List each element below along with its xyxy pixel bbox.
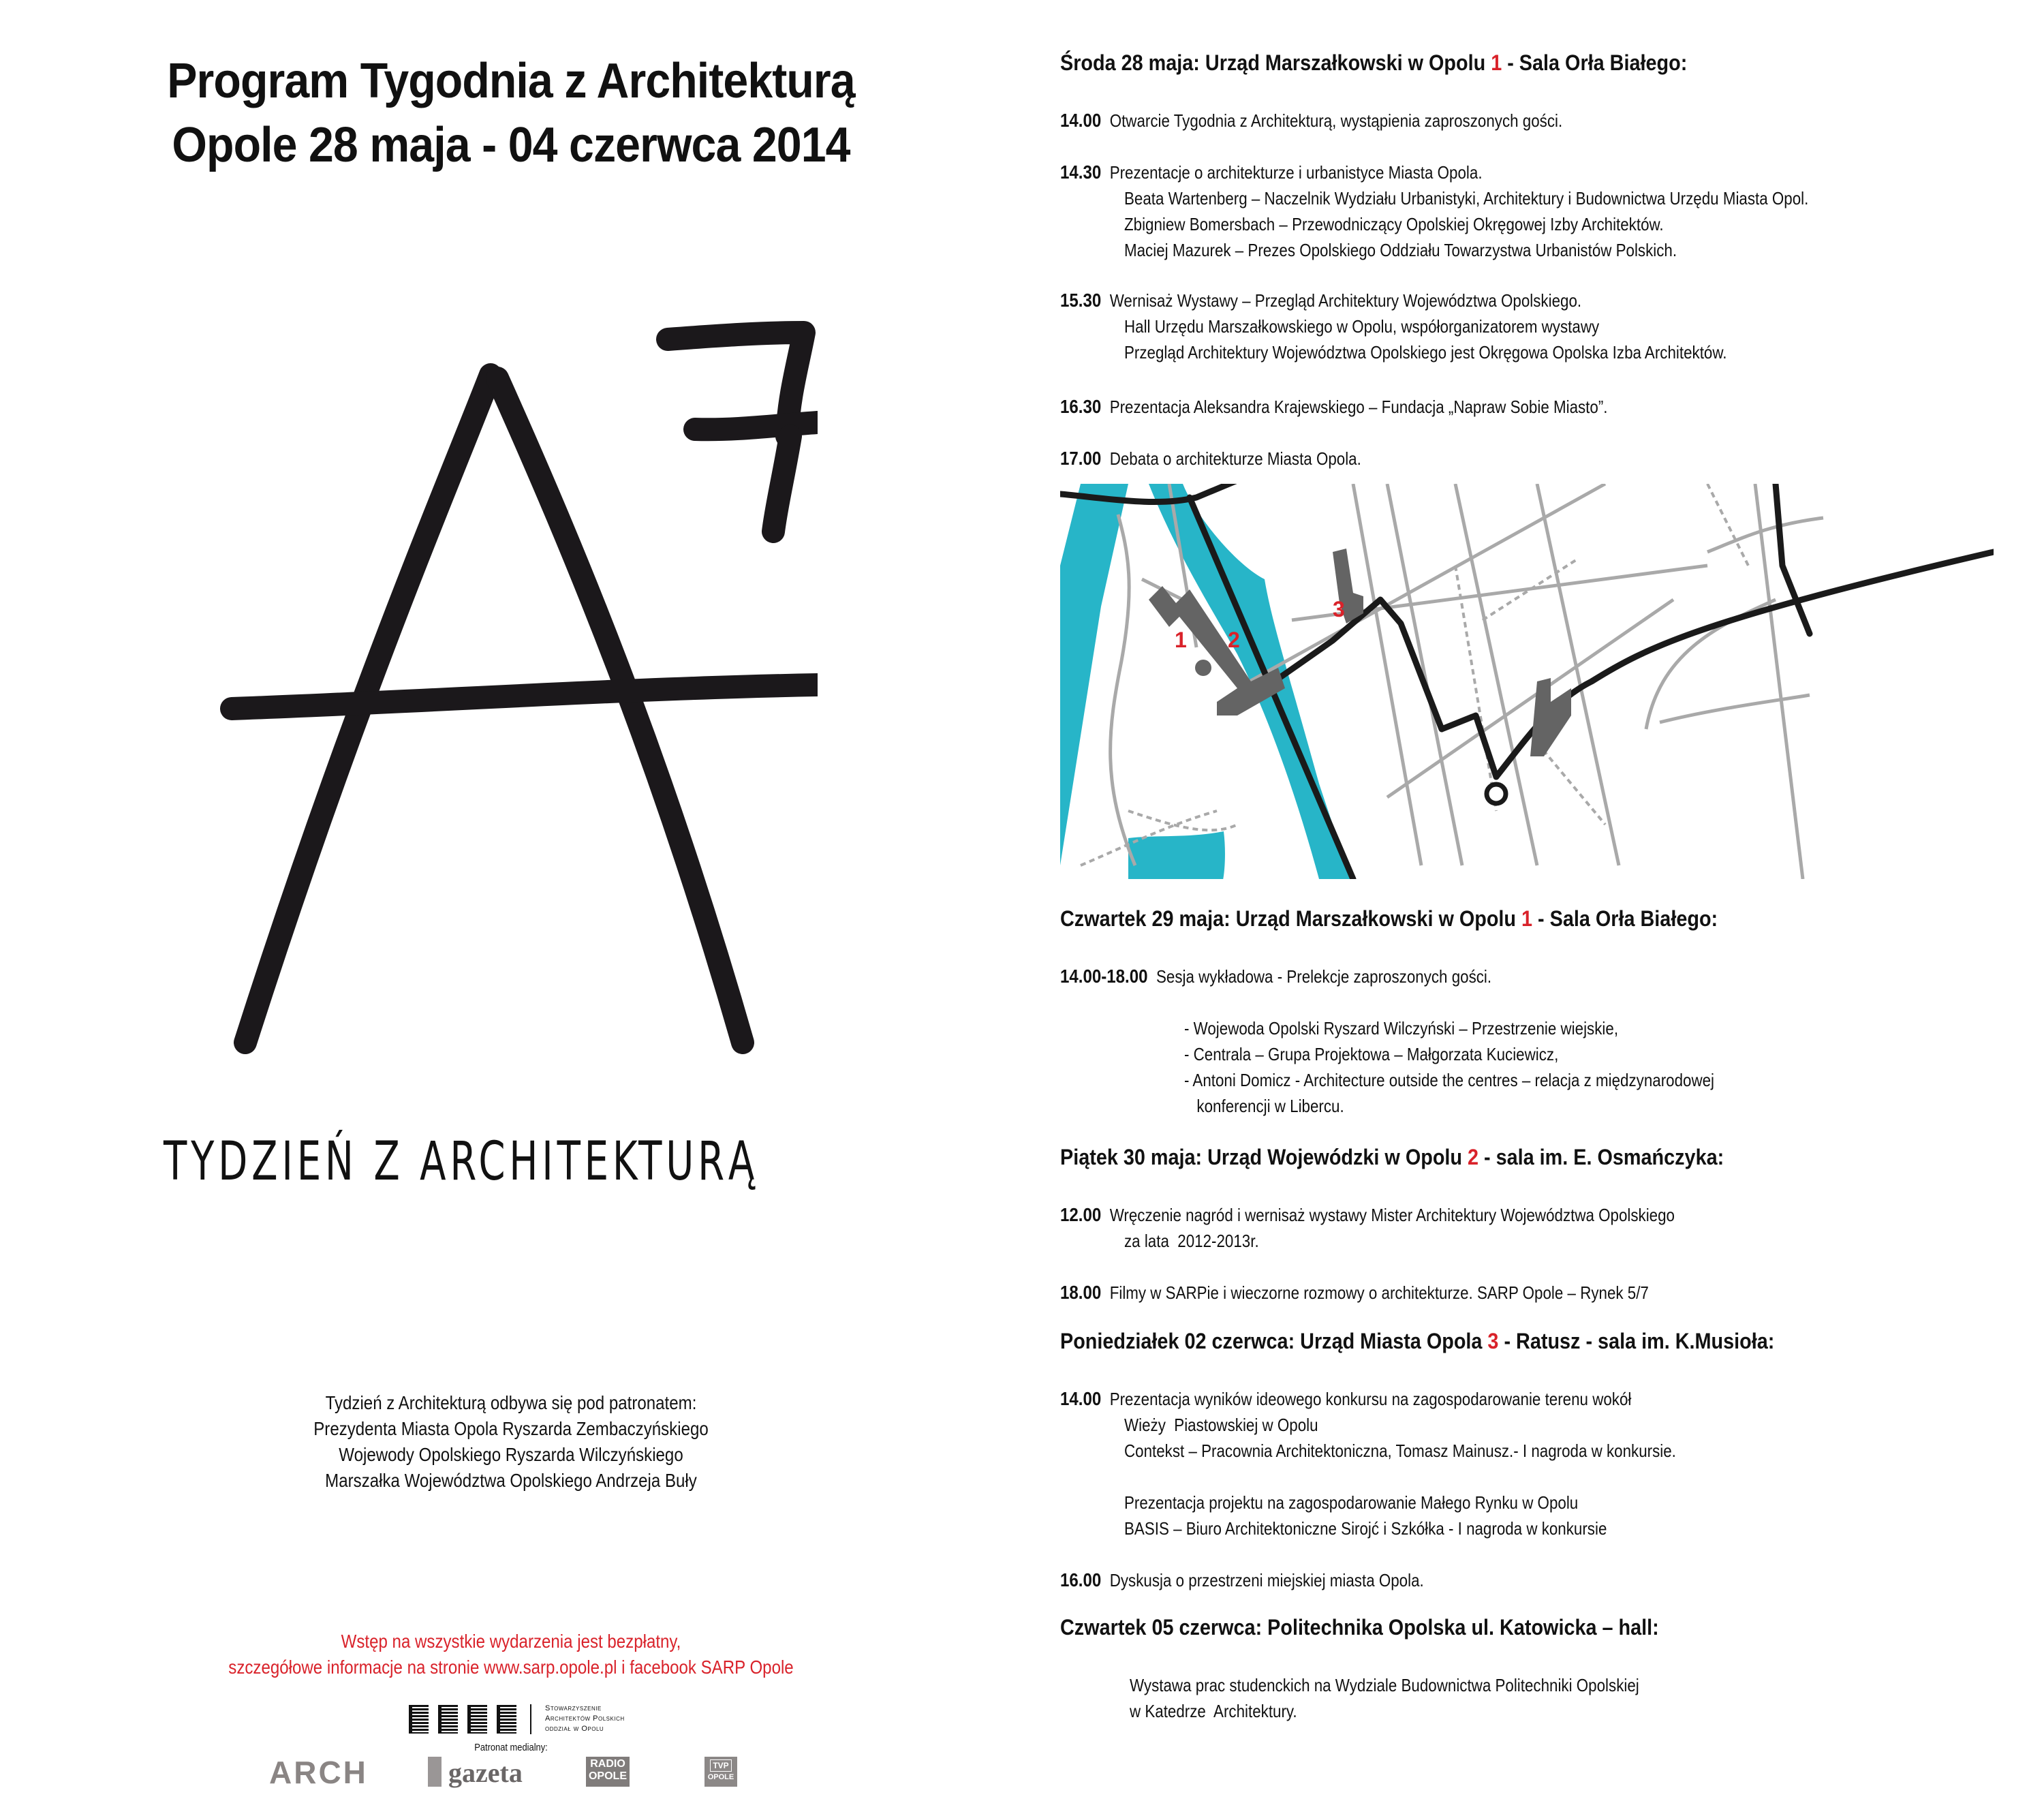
event-time: 16.00: [1060, 1569, 1102, 1590]
event-row: [1060, 288, 1581, 313]
event-row: [1060, 108, 1562, 134]
event-desc: BASIS – Biuro Architektoniczne Sirojć i Szkółka - I nagroda w konkursie: [1124, 1518, 1607, 1539]
sarp-line: Architektów Polskich: [545, 1714, 625, 1723]
poster-title: [41, 49, 981, 177]
event-time: 14.00-18.00: [1060, 966, 1148, 987]
venue-number: 1: [1491, 50, 1502, 75]
gazeta-text: gazeta: [448, 1757, 523, 1788]
tvp-mark: TVP: [710, 1759, 731, 1772]
patronage-line: Marszałka Województwa Opolskiego Andrzeja Buły: [325, 1470, 697, 1491]
event-desc: Wieży Piastowskiej w Opolu: [1124, 1415, 1318, 1435]
event-subtitle: TYDZIEŃ Z ARCHITEKTURĄ: [164, 1131, 759, 1192]
event-desc: Prezentacja wyników ideowego konkursu na zagospodarowanie terenu wokół: [1109, 1389, 1632, 1409]
event-row: [1060, 446, 1361, 472]
building-dot: [1195, 660, 1211, 676]
event-desc: Wręczenie nagród i wernisaż wystawy Mister Architektury Województwa Opolskiego: [1109, 1205, 1675, 1225]
event-time: 15.30: [1060, 290, 1102, 311]
sarp-bar-icon: [467, 1705, 487, 1734]
speaker-line: - Antoni Domicz - Architecture outside the centres – relacja z międzynarodowej: [1184, 1070, 1715, 1090]
patronage-line: Prezydenta Miasta Opola Ryszarda Zembaczyńskiego: [313, 1418, 709, 1439]
gazeta-wyborcza-logo: [428, 1757, 523, 1787]
venue-number: 2: [1468, 1145, 1479, 1169]
day-heading: Środa 28 maja: Urząd Marszałkowski w Opolu 1 - Sala Orła Białego:: [1060, 50, 1688, 75]
event-row: [1060, 1280, 1649, 1306]
event-row: [1060, 1202, 1675, 1228]
sarp-mark-icon: [409, 1705, 516, 1734]
venue-label-2: 2: [1228, 628, 1240, 652]
free-entry-line: szczegółowe informacje na stronie www.sarp.opole.pl i facebook SARP Opole: [228, 1657, 794, 1678]
event-time: 12.00: [1060, 1204, 1102, 1225]
speaker-line: - Centrala – Grupa Projektowa – Małgorzata Kuciewicz,: [1184, 1044, 1559, 1064]
sarp-line: Stowarzyszenie: [545, 1704, 602, 1712]
media-patronage-label: Patronat medialny:: [474, 1742, 548, 1753]
event-time: 14.00: [1060, 1388, 1102, 1409]
event-desc: w Katedrze Architektury.: [1130, 1701, 1297, 1721]
event-desc: Zbigniew Bomersbach – Przewodniczący Opolskiej Okręgowej Izby Architektów.: [1124, 214, 1664, 234]
event-desc: Wernisaż Wystawy – Przegląd Architektury Województwa Opolskiego.: [1109, 290, 1582, 311]
media-logos: [0, 1757, 1022, 1791]
event-time: 18.00: [1060, 1282, 1102, 1303]
event-desc: Hall Urzędu Marszałkowskiego w Opolu, współorganizatorem wystawy: [1124, 316, 1600, 337]
arch-logo: ARCH: [269, 1755, 368, 1790]
venue-number: 3: [1487, 1329, 1499, 1353]
speaker-line: konferencji w Libercu.: [1188, 1096, 1344, 1116]
day-heading: Poniedziałek 02 czerwca: Urząd Miasta Opola 3 - Ratusz - sala im. K.Musioła:: [1060, 1329, 1775, 1353]
venue-label-3: 3: [1333, 597, 1345, 621]
logo-7-stem: [773, 436, 790, 532]
day-heading: Czwartek 05 czerwca: Politechnika Opolska ul. Katowicka – hall:: [1060, 1615, 1659, 1640]
sarp-divider: [530, 1704, 531, 1734]
tvp-opole-logo: [704, 1757, 737, 1787]
event-desc: Prezentacja Aleksandra Krajewskiego – Fundacja „Napraw Sobie Miasto”.: [1109, 397, 1608, 417]
title-line-1: Program Tygodnia z Architekturą: [167, 54, 855, 108]
logo-a-right-stroke: [497, 378, 743, 1043]
patronage-line: Wojewody Opolskiego Ryszarda Wilczyńskiego: [339, 1444, 683, 1465]
logo-7-bar: [695, 422, 818, 429]
sarp-logo: [409, 1704, 625, 1734]
sarp-line: oddział w Opolu: [545, 1725, 604, 1733]
radio-opole-logo: [586, 1757, 630, 1787]
event-desc: Filmy w SARPie i wieczorne rozmowy o architekturze. SARP Opole – Rynek 5/7: [1109, 1282, 1649, 1303]
event-desc: Prezentacja projektu na zagospodarowanie Małego Rynku w Opolu: [1124, 1492, 1579, 1513]
free-entry-notice: [72, 1629, 950, 1680]
sarp-bar-icon: [438, 1705, 458, 1734]
event-time: 17.00: [1060, 448, 1102, 469]
a7-logo-icon: [218, 320, 818, 1090]
venue-number: 1: [1521, 906, 1533, 931]
patronage-line: Tydzień z Architekturą odbywa się pod patronatem:: [325, 1392, 697, 1413]
day-heading: Czwartek 29 maja: Urząd Marszałkowski w Opolu 1 - Sala Orła Białego:: [1060, 906, 1718, 931]
radio-line: RADIO: [590, 1758, 625, 1770]
venue-label-1: 1: [1175, 628, 1187, 652]
sarp-bar-icon: [409, 1705, 429, 1734]
event-desc: Maciej Mazurek – Prezes Opolskiego Oddziału Towarzystwa Urbanistów Polskich.: [1124, 240, 1677, 260]
event-row: [1060, 159, 1483, 185]
event-desc: Wystawa prac studenckich na Wydziale Budownictwa Politechniki Opolskiej: [1130, 1675, 1639, 1695]
event-desc: Otwarcie Tygodnia z Architekturą, wystąpienia zaproszonych gości.: [1109, 110, 1563, 131]
event-row: [1060, 394, 1607, 420]
event-desc: Sesja wykładowa - Prelekcje zaproszonych gości.: [1156, 966, 1492, 987]
event-desc: za lata 2012-2013r.: [1124, 1231, 1259, 1251]
event-desc: Przegląd Architektury Województwa Opolskiego jest Okręgowa Opolska Izba Architektów.: [1124, 342, 1727, 363]
event-desc: Contekst – Pracownia Architektoniczna, Tomasz Mainusz.- I nagroda w konkursie.: [1124, 1441, 1676, 1461]
sarp-name: [545, 1704, 625, 1734]
event-row: [1060, 964, 1491, 989]
speaker-line: - Wojewoda Opolski Ryszard Wilczyński – Przestrzenie wiejskie,: [1184, 1018, 1619, 1038]
event-time: 14.00: [1060, 110, 1102, 131]
event-row: [1060, 1567, 1424, 1593]
event-time: 16.30: [1060, 396, 1102, 417]
tvp-line: OPOLE: [707, 1773, 734, 1781]
event-row: [1060, 1386, 1631, 1412]
gazeta-block-icon: [428, 1757, 442, 1787]
free-entry-line: Wstęp na wszystkie wydarzenia jest bezpłatny,: [341, 1631, 681, 1652]
event-desc: Dyskusja o przestrzeni miejskiej miasta Opola.: [1109, 1570, 1424, 1590]
sarp-bar-icon: [497, 1705, 516, 1734]
logo-a-crossbar: [232, 685, 818, 709]
event-desc: Debata o architekturze Miasta Opola.: [1109, 448, 1361, 469]
radio-line: OPOLE: [588, 1770, 627, 1782]
day-heading: Piątek 30 maja: Urząd Wojewódzki w Opolu 2 - sala im. E. Osmańczyka:: [1060, 1145, 1724, 1169]
event-time: 14.30: [1060, 161, 1102, 183]
title-line-2: Opole 28 maja - 04 czerwca 2014: [172, 118, 850, 172]
roundabout-icon: [1487, 784, 1506, 803]
event-desc: Beata Wartenberg – Naczelnik Wydziału Urbanistyki, Architektury i Budownictwa Urzędu Miasta Opol.: [1124, 188, 1809, 209]
venue-map: [1060, 484, 1994, 879]
event-desc: Prezentacje o architekturze i urbanistyce Miasta Opola.: [1109, 162, 1483, 183]
patronage-block: [72, 1390, 950, 1494]
